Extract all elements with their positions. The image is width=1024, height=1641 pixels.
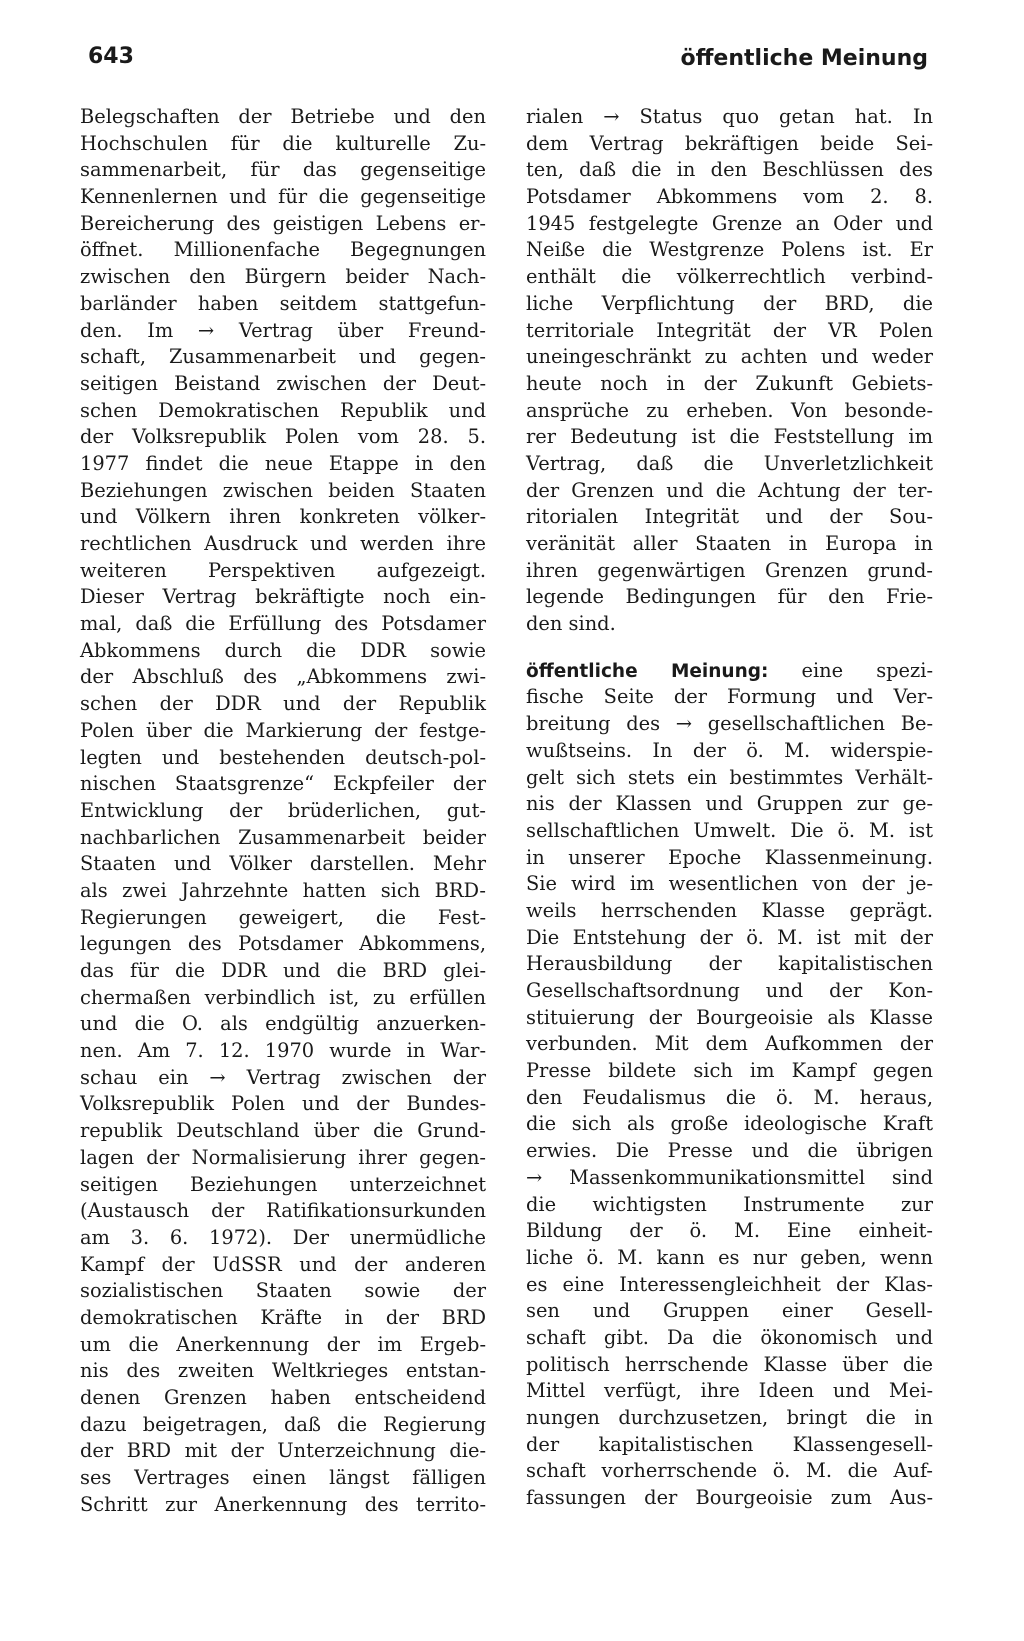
text-line: Staaten und Völker darstellen. Mehr (80, 852, 486, 876)
text-line: Mittel verfügt, ihre Ideen und Mei- (526, 1379, 933, 1403)
text-line: Die Entstehung der ö. M. ist mit der (526, 925, 933, 949)
text-line: Kennenlernen und für die gegenseitige (80, 185, 486, 209)
text-line: enthält die völkerrechtlich verbind- (526, 265, 933, 289)
text-line: seitigen Beziehungen unterzeichnet (80, 1172, 486, 1196)
text-line: veränität aller Staaten in Europa in (526, 532, 933, 555)
text-line: den Feudalismus die ö. M. heraus, (526, 1085, 933, 1109)
text-line: Neiße die Westgrenze Polens ist. Er (526, 238, 933, 262)
text-line: die sich als große ideologische Kraft (526, 1112, 933, 1136)
text-line: nachbarlichen Zusammenarbeit beider (80, 825, 486, 849)
text-line: sellschaftlichen Umwelt. Die ö. M. ist (526, 818, 933, 842)
text-line: legende Bedingungen für den Frie- (526, 585, 933, 609)
text-line: das für die DDR und die BRD glei- (80, 959, 486, 982)
entry-lemma: öffentliche Meinung: (526, 660, 769, 682)
entry-first-line (526, 658, 933, 685)
text-line: Potsdamer Abkommens vom 2. 8. (526, 185, 933, 209)
text-line: seitigen Beistand zwischen der Deut- (80, 371, 486, 395)
text-line: fische Seite der Formung und Ver- (526, 685, 933, 709)
text-line: Volksrepublik Polen und der Bundes- (80, 1092, 486, 1116)
text-line: Beziehungen zwischen beiden Staaten (80, 478, 486, 502)
text-line: chermaßen verbindlich ist, zu erfüllen (80, 985, 486, 1009)
text-line: schaft gibt. Da die ökonomisch und (526, 1325, 933, 1349)
text-line: ses Vertrages einen längst fälligen (80, 1466, 486, 1490)
text-line: Entwicklung der brüderlichen, gut- (80, 798, 486, 822)
running-head: öffentliche Meinung (680, 46, 928, 71)
text-line: barländer haben seitdem stattgefun- (80, 291, 486, 315)
text-line: demokratischen Kräfte in der BRD (80, 1305, 486, 1329)
text-line: und Völkern ihren konkreten völker- (80, 505, 486, 529)
text-line: nen. Am 7. 12. 1970 wurde in War- (80, 1039, 486, 1063)
text-line: in unserer Epoche Klassenmeinung. (526, 845, 933, 869)
text-line: erwies. Die Presse und die übrigen (526, 1139, 933, 1163)
text-line: ansprüche zu erheben. Von besonde- (526, 398, 933, 422)
text-line: der Abschluß des „Abkommens zwi- (80, 665, 486, 689)
text-line: der BRD mit der Unterzeichnung die- (80, 1439, 486, 1463)
text-line: Regierungen geweigert, die Fest- (80, 905, 486, 929)
right-column (526, 104, 933, 1512)
text-line: republik Deutschland über die Grund- (80, 1119, 486, 1143)
text-line: sammenarbeit, für das gegenseitige (80, 158, 486, 182)
text-line: die wichtigsten Instrumente zur (526, 1192, 933, 1216)
text-line: Polen über die Markierung der festge- (80, 718, 486, 742)
text-line: um die Anerkennung der im Ergeb- (80, 1332, 486, 1356)
text-line: Dieser Vertrag bekräftigte noch ein- (80, 585, 486, 609)
text-line: der Grenzen und die Achtung der ter- (526, 478, 933, 502)
text-line: rialen → Status quo getan hat. In (526, 105, 933, 128)
text-line: sen und Gruppen einer Gesell- (526, 1299, 933, 1323)
text-line: weiteren Perspektiven aufgezeigt. (80, 558, 486, 582)
text-line: rer Bedeutung ist die Feststellung im (526, 425, 933, 449)
text-line: zwischen den Bürgern beider Nach- (80, 265, 486, 289)
text-line: politisch herrschende Klasse über die (526, 1352, 933, 1376)
text-line: schaft vorherrschende ö. M. die Auf- (526, 1459, 933, 1483)
text-line: denen Grenzen haben entscheidend (80, 1386, 486, 1409)
entry-first-line-rest: eine spezi- (768, 658, 934, 682)
entry-body (526, 684, 933, 1511)
text-line: (Austausch der Ratifikationsurkunden (80, 1199, 486, 1223)
text-line: Sie wird im wesentlichen von der je- (526, 872, 933, 896)
text-line: am 3. 6. 1972). Der unermüdliche (80, 1225, 486, 1249)
text-line: schen der DDR und der Republik (80, 692, 486, 716)
text-line: Hochschulen für die kulturelle Zu- (80, 131, 486, 155)
text-line: stituierung der Bourgeoisie als Klasse (526, 1005, 933, 1029)
text-line: den. Im → Vertrag über Freund- (80, 318, 486, 342)
text-line: Kampf der UdSSR und der anderen (80, 1252, 486, 1276)
text-line: Herausbildung der kapitalistischen (526, 952, 933, 976)
text-line: rechtlichen Ausdruck und werden ihre (80, 532, 486, 555)
text-line: heute noch in der Zukunft Gebiets- (526, 371, 933, 395)
text-line: breitung des → gesellschaftlichen Be- (526, 712, 933, 736)
text-line: ihren gegenwärtigen Grenzen grund- (526, 558, 933, 582)
text-line: uneingeschränkt zu achten und weder (526, 345, 933, 369)
text-line: Abkommens durch die DDR sowie (80, 638, 486, 662)
text-line: dem Vertrag bekräftigen beide Sei- (526, 131, 933, 155)
text-line: sozialistischen Staaten sowie der (80, 1279, 486, 1303)
text-line: als zwei Jahrzehnte hatten sich BRD- (80, 878, 486, 902)
text-line: ten, daß die in den Beschlüssen des (526, 158, 933, 182)
text-line: liche Verpflichtung der BRD, die (526, 291, 933, 315)
text-line: liche ö. M. kann es nur geben, wenn (526, 1245, 933, 1269)
text-line: mal, daß die Erfüllung des Potsdamer (80, 612, 486, 636)
text-line: Bildung der ö. M. Eine einheit- (526, 1219, 933, 1243)
text-line: Belegschaften der Betriebe und den (80, 105, 486, 128)
text-line: den sind. (526, 612, 616, 636)
text-line: schaft, Zusammenarbeit und gegen- (80, 345, 486, 369)
text-line: es eine Interessengleichheit der Klas- (526, 1272, 933, 1296)
text-line: nungen durchzusetzen, bringt die in (526, 1406, 933, 1429)
text-line: → Massenkommunikationsmittel sind (526, 1165, 933, 1189)
text-line: Schritt zur Anerkennung des territo- (80, 1492, 486, 1516)
paragraph-gap (526, 638, 933, 658)
text-line: fassungen der Bourgeoisie zum Aus- (526, 1486, 933, 1510)
text-line: Gesellschaftsordnung und der Kon- (526, 979, 933, 1002)
page-number: 643 (88, 44, 134, 69)
text-line: dazu beigetragen, daß die Regierung (80, 1412, 486, 1436)
text-line: legungen des Potsdamer Abkommens, (80, 932, 486, 956)
left-column (80, 104, 486, 1518)
text-line: nischen Staatsgrenze“ Eckpfeiler der (80, 772, 486, 796)
page-header (88, 44, 928, 84)
text-line: nis der Klassen und Gruppen zur ge- (526, 792, 933, 816)
text-line: Presse bildete sich im Kampf gegen (526, 1059, 933, 1083)
text-line: territoriale Integrität der VR Polen (526, 318, 933, 342)
text-line: öffnet. Millionenfache Begegnungen (80, 238, 486, 262)
text-line: lagen der Normalisierung ihrer gegen- (80, 1145, 486, 1169)
text-line: schau ein → Vertrag zwischen der (80, 1065, 486, 1089)
text-line: und die O. als endgültig anzuerken- (80, 1012, 486, 1036)
text-line: weils herrschenden Klasse geprägt. (526, 898, 933, 922)
text-line: der Volksrepublik Polen vom 28. 5. (80, 425, 486, 449)
text-line: Bereicherung des geistigen Lebens er- (80, 211, 486, 235)
text-line: wußtseins. In der ö. M. widerspie- (526, 738, 933, 762)
text-line: nis des zweiten Weltkrieges entstan- (80, 1359, 486, 1383)
text-line: 1945 festgelegte Grenze an Oder und (526, 211, 933, 235)
text-line: der kapitalistischen Klassengesell- (526, 1432, 933, 1456)
text-line: legten und bestehenden deutsch-pol- (80, 745, 486, 769)
continued-paragraph (526, 104, 933, 638)
text-line: schen Demokratischen Republik und (80, 398, 486, 422)
text-line: verbunden. Mit dem Aufkommen der (526, 1032, 933, 1056)
text-line: 1977 findet die neue Etappe in den (80, 451, 486, 475)
text-line: Vertrag, daß die Unverletzlichkeit (526, 451, 933, 475)
text-line: ritorialen Integrität und der Sou- (526, 505, 933, 529)
text-line: gelt sich stets ein bestimmtes Verhält- (526, 765, 933, 789)
